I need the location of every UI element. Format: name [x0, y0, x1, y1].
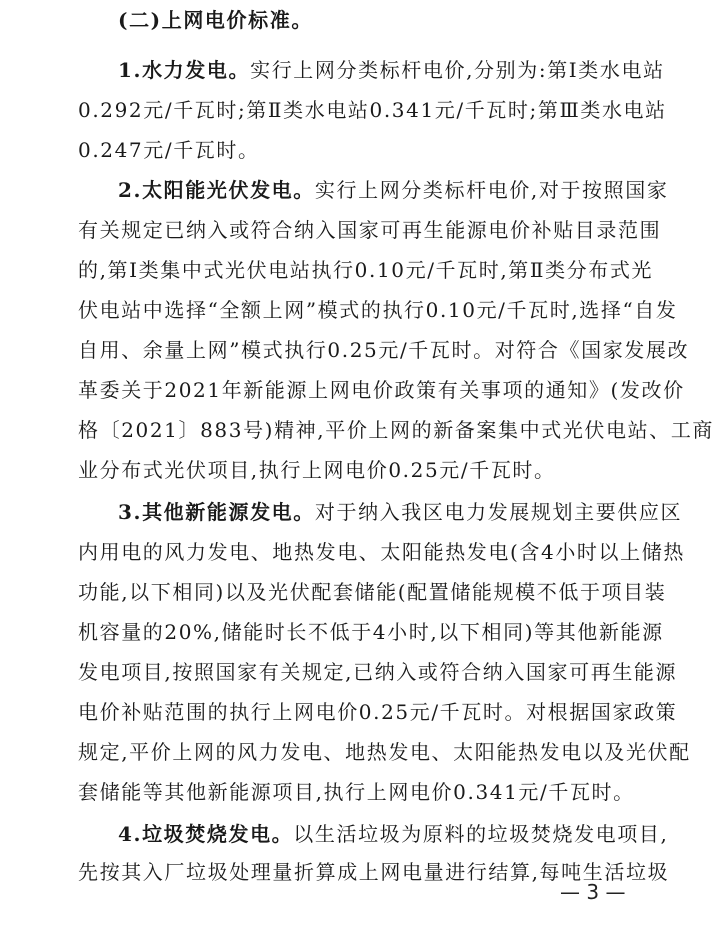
item-1-line-1 [118, 56, 665, 84]
item-1-line-2: 0.292元/千瓦时;第Ⅱ类水电站0.341元/千瓦时;第Ⅲ类水电站 [78, 98, 667, 122]
section-heading: (二)上网电价标准。 [118, 8, 313, 32]
item-3-line-6: 电价补贴范围的执行上网电价0.25元/千瓦时。对根据国家政策 [78, 700, 678, 724]
item-3-line-1 [118, 498, 682, 526]
item-3-line-2: 内用电的风力发电、地热发电、太阳能热发电(含4小时以上储热 [78, 540, 685, 564]
item-3-line-3: 功能,以下相同)以及光伏配套储能(配置储能规模不低于项目装 [78, 580, 667, 604]
item-1-lead: 1.水力发电。 [118, 58, 251, 82]
page-number: — 3 — [560, 880, 626, 904]
item-3-line-7: 规定,平价上网的风力发电、地热发电、太阳能热发电以及光伏配 [78, 740, 691, 764]
item-2-line-4: 伏电站中选择“全额上网”模式的执行0.10元/千瓦时,选择“自发 [78, 298, 678, 322]
item-4-line-1 [118, 820, 668, 848]
item-4-line-2: 先按其入厂垃圾处理量折算成上网电量进行结算,每吨生活垃圾 [78, 860, 670, 884]
item-2-lead: 2.太阳能光伏发电。 [118, 178, 315, 202]
item-2-line-3: 的,第Ⅰ类集中式光伏电站执行0.10元/千瓦时,第Ⅱ类分布式光 [78, 258, 654, 282]
item-2-line-5: 自用、余量上网”模式执行0.25元/千瓦时。对符合《国家发展改 [78, 338, 690, 362]
item-2-line-6: 革委关于2021年新能源上网电价政策有关事项的通知》(发改价 [78, 378, 685, 402]
item-1-text: 实行上网分类标杆电价,分别为:第Ⅰ类水电站 [250, 58, 665, 82]
item-3-line-5: 发电项目,按照国家有关规定,已纳入或符合纳入国家可再生能源 [78, 660, 678, 684]
item-2-line-8: 业分布式光伏项目,执行上网电价0.25元/千瓦时。 [78, 458, 556, 482]
item-2-text: 实行上网分类标杆电价,对于按照国家 [314, 178, 669, 202]
item-2-line-2: 有关规定已纳入或符合纳入国家可再生能源电价补贴目录范围 [78, 218, 662, 242]
item-2-line-7: 格〔2021〕883号)精神,平价上网的新备案集中式光伏电站、工商 [78, 418, 715, 442]
item-2-line-1 [118, 176, 668, 204]
item-4-lead: 4.垃圾焚烧发电。 [118, 822, 294, 846]
item-3-line-8: 套储能等其他新能源项目,执行上网电价0.341元/千瓦时。 [78, 780, 635, 804]
item-3-line-4: 机容量的20%,储能时长不低于4小时,以下相同)等其他新能源 [78, 620, 664, 644]
item-3-text: 对于纳入我区电力发展规划主要供应区 [314, 500, 683, 524]
item-3-lead: 3.其他新能源发电。 [118, 500, 315, 524]
item-4-text: 以生活垃圾为原料的垃圾焚烧发电项目, [293, 822, 669, 846]
item-1-line-3: 0.247元/千瓦时。 [78, 138, 260, 162]
